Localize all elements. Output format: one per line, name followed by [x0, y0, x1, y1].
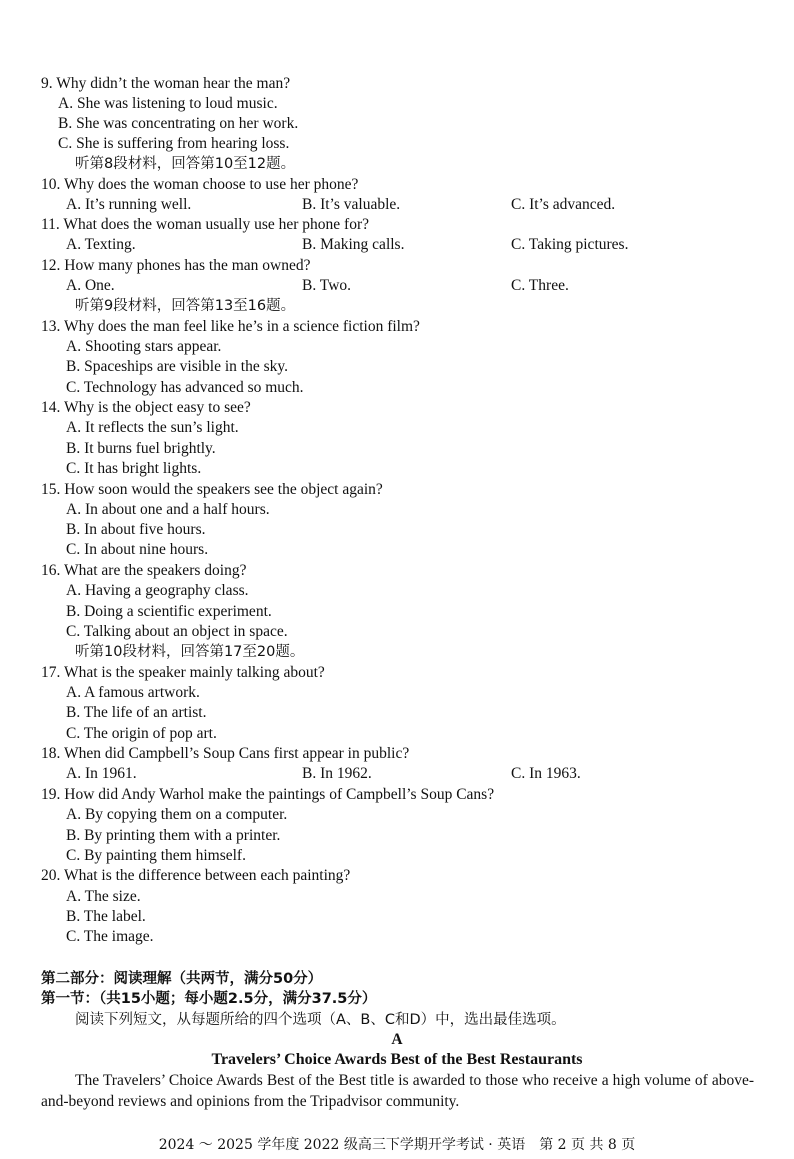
question-19-option-b: B. By printing them with a printer.	[66, 827, 281, 844]
question-12-option-c: C. Three.	[511, 277, 569, 294]
question-16-option-c: C. Talking about an object in space.	[66, 623, 288, 640]
question-10-stem: 10. Why does the woman choose to use her phone?	[41, 176, 359, 193]
question-19-stem: 19. How did Andy Warhol make the paintings of Campbell’s Soup Cans?	[41, 786, 495, 803]
question-20-option-c: C. The image.	[66, 928, 154, 945]
section-instruction-10: 听第10段材料，回答第17至20题。	[75, 644, 305, 660]
question-18-options	[66, 764, 766, 784]
question-12-option-b: B. Two.	[302, 277, 352, 294]
question-16-stem: 16. What are the speakers doing?	[41, 562, 247, 579]
question-14-stem: 14. Why is the object easy to see?	[41, 399, 251, 416]
question-9-option-a: A. She was listening to loud music.	[58, 95, 278, 112]
question-14-option-a: A. It reflects the sun’s light.	[66, 419, 239, 436]
question-9-stem: 9. Why didn’t the woman hear the man?	[41, 75, 291, 92]
passage-paragraph-1: The Travelers’ Choice Awards Best of the Best title is awarded to those who receive a high volume of above-and-beyond reviews and opinions from the Tripadvisor community.	[41, 1072, 754, 1110]
page-footer: 2024 ～ 2025 学年度 2022 级高三下学期开学考试 · 英语 第 2 页 共 8 页	[158, 1137, 636, 1153]
question-19-option-c: C. By painting them himself.	[66, 847, 246, 864]
part2-instruction: 阅读下列短文，从每题所给的四个选项（A、B、C和D）中，选出最佳选项。	[75, 1012, 566, 1028]
question-10-option-b: B. It’s valuable.	[302, 196, 401, 213]
question-15-option-c: C. In about nine hours.	[66, 541, 209, 558]
question-18-stem: 18. When did Campbell’s Soup Cans first appear in public?	[41, 745, 410, 762]
part2-heading: 第二部分：阅读理解（共两节，满分50分）	[41, 971, 323, 987]
question-10-option-c: C. It’s advanced.	[511, 196, 616, 213]
question-9-option-c: C. She is suffering from hearing loss.	[58, 135, 290, 152]
question-12-stem: 12. How many phones has the man owned?	[41, 257, 311, 274]
question-13-option-b: B. Spaceships are visible in the sky.	[66, 358, 288, 375]
question-11-stem: 11. What does the woman usually use her phone for?	[41, 216, 369, 233]
question-15-option-b: B. In about five hours.	[66, 521, 206, 538]
question-14-option-c: C. It has bright lights.	[66, 460, 202, 477]
question-17-option-a: A. A famous artwork.	[66, 684, 200, 701]
question-13-stem: 13. Why does the man feel like he’s in a science fiction film?	[41, 318, 420, 335]
question-20-stem: 20. What is the difference between each painting?	[41, 867, 351, 884]
question-12-option-a: A. One.	[66, 277, 115, 294]
question-18-option-a: A. In 1961.	[66, 765, 137, 782]
question-11-option-c: C. Taking pictures.	[511, 236, 629, 253]
question-11-option-b: B. Making calls.	[302, 236, 405, 253]
question-17-option-b: B. The life of an artist.	[66, 704, 207, 721]
question-12-options	[66, 276, 766, 296]
part2-section1-heading: 第一节：（共15小题；每小题2.5分，满分37.5分）	[41, 991, 377, 1007]
passage-letter: A	[391, 1031, 403, 1048]
question-14-option-b: B. It burns fuel brightly.	[66, 440, 216, 457]
question-16-option-a: A. Having a geography class.	[66, 582, 249, 599]
question-17-stem: 17. What is the speaker mainly talking about?	[41, 664, 325, 681]
question-17-option-c: C. The origin of pop art.	[66, 725, 217, 742]
question-20-option-b: B. The label.	[66, 908, 146, 925]
question-10-options	[66, 195, 766, 215]
question-16-option-b: B. Doing a scientific experiment.	[66, 603, 272, 620]
question-13-option-c: C. Technology has advanced so much.	[66, 379, 304, 396]
passage-title: Travelers’ Choice Awards Best of the Best Restaurants	[211, 1051, 583, 1068]
question-18-option-c: C. In 1963.	[511, 765, 581, 782]
question-15-stem: 15. How soon would the speakers see the object again?	[41, 481, 383, 498]
question-15-option-a: A. In about one and a half hours.	[66, 501, 270, 518]
question-19-option-a: A. By copying them on a computer.	[66, 806, 288, 823]
question-10-option-a: A. It’s running well.	[66, 196, 192, 213]
section-instruction-9: 听第9段材料，回答第13至16题。	[75, 298, 296, 314]
question-18-option-b: B. In 1962.	[302, 765, 372, 782]
question-13-option-a: A. Shooting stars appear.	[66, 338, 222, 355]
question-20-option-a: A. The size.	[66, 888, 141, 905]
question-11-option-a: A. Texting.	[66, 236, 136, 253]
section-instruction-8: 听第8段材料，回答第10至12题。	[75, 156, 296, 172]
question-9-option-b: B. She was concentrating on her work.	[58, 115, 299, 132]
question-11-options	[66, 235, 766, 255]
